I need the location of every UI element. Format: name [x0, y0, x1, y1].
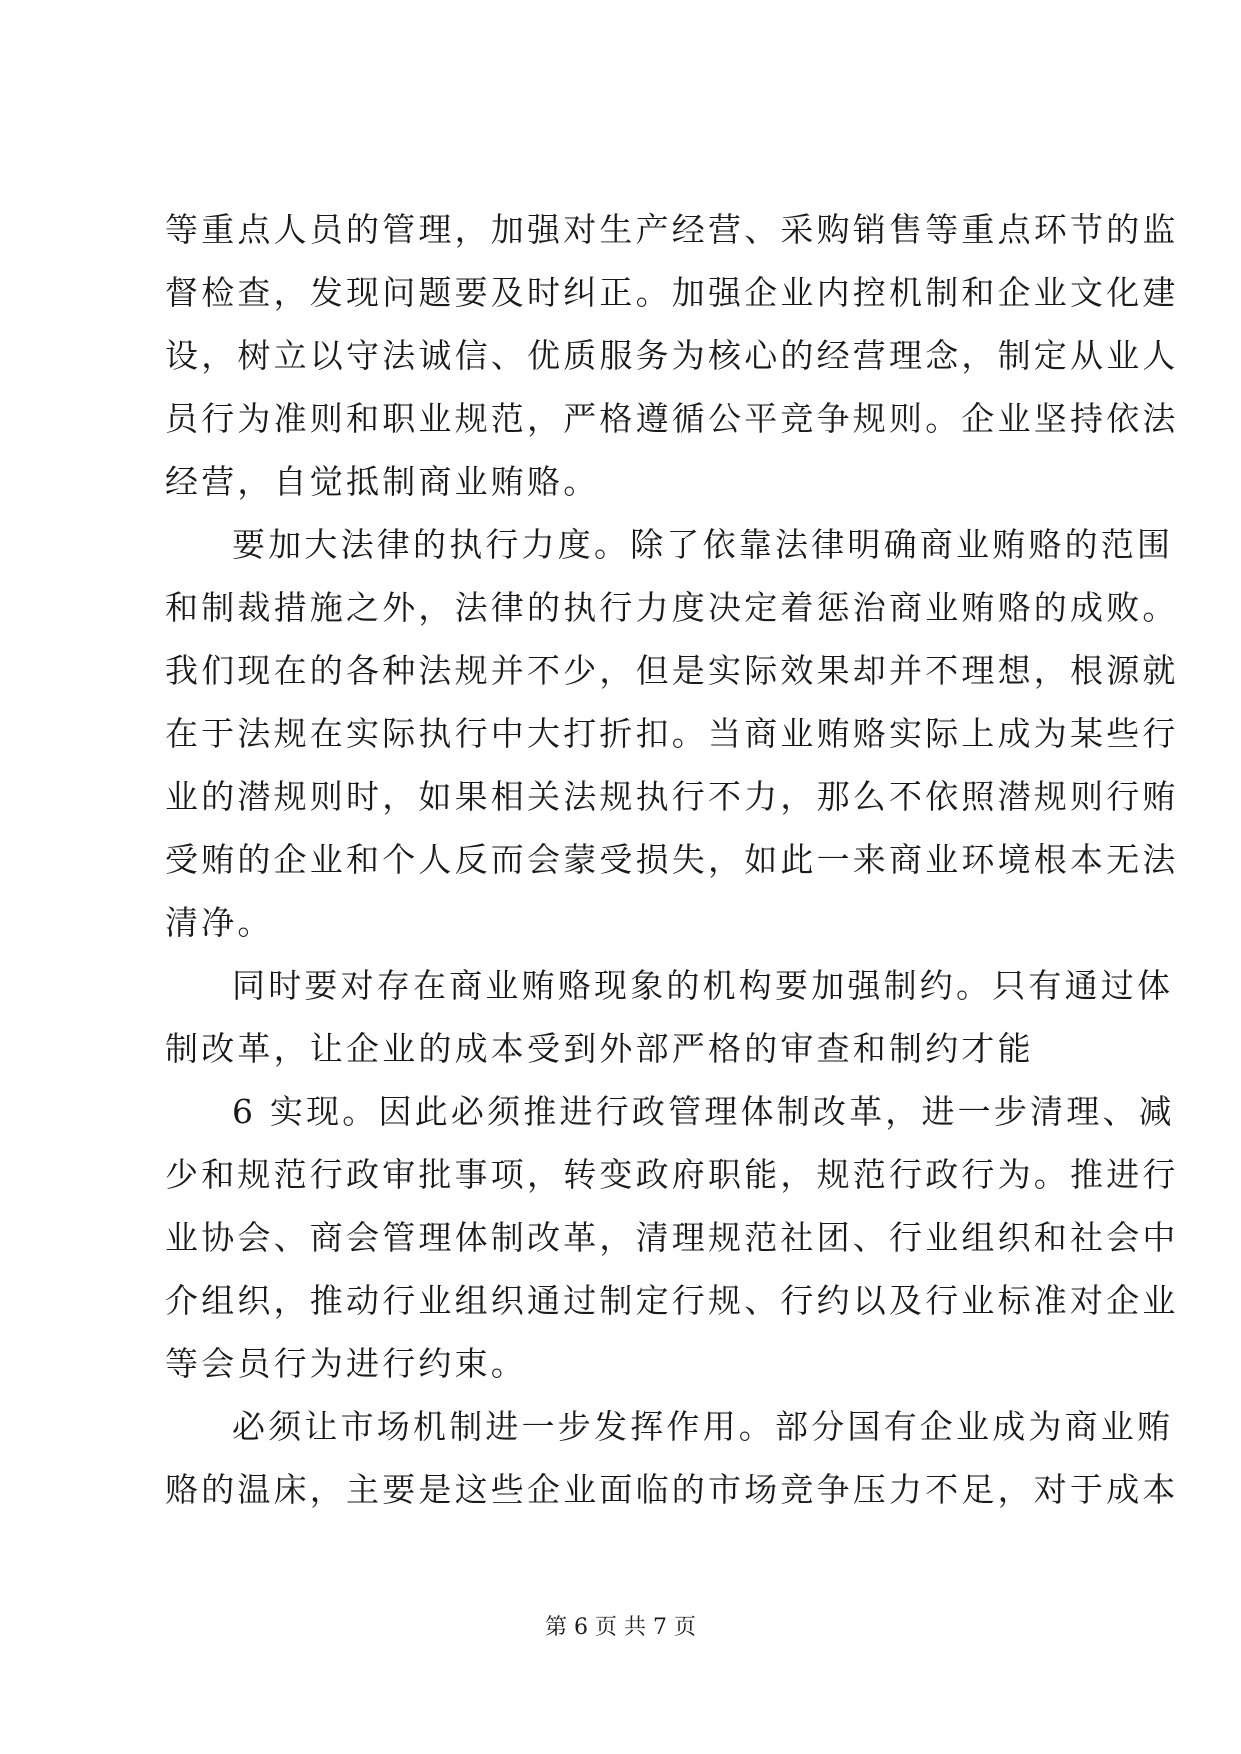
paragraph-first-line: 必须让市场机制进一步发挥作用。部分国有企业成为商业贿: [232, 1407, 1174, 1446]
text-line: 等重点人员的管理，加强对生产经营、采购销售等重点环节的监: [165, 210, 1179, 249]
text-line: 等会员行为进行约束。: [165, 1344, 527, 1383]
text-line: 在于法规在实际执行中大打折扣。当商业贿赂实际上成为某些行: [165, 714, 1179, 753]
text-line: 业协会、商会管理体制改革，清理规范社团、行业组织和社会中: [165, 1218, 1179, 1257]
text-line: 和制裁措施之外，法律的执行力度决定着惩治商业贿赂的成败。: [165, 588, 1179, 627]
paragraph-first-line: 要加大法律的执行力度。除了依靠法律明确商业贿赂的范围: [232, 525, 1174, 564]
text-line: 设，树立以守法诚信、优质服务为核心的经营理念，制定从业人: [165, 336, 1179, 375]
text-line: 少和规范行政审批事项，转变政府职能，规范行政行为。推进行: [165, 1155, 1179, 1194]
text-line: 受贿的企业和个人反而会蒙受损失，如此一来商业环境根本无法: [165, 840, 1179, 879]
text-line: 我们现在的各种法规并不少，但是实际效果却并不理想，根源就: [165, 651, 1179, 690]
text-line: 员行为准则和职业规范，严格遵循公平竞争规则。企业坚持依法: [165, 399, 1179, 438]
text-line: 经营，自觉抵制商业贿赂。: [165, 462, 600, 501]
text-line: 清净。: [165, 903, 274, 942]
paragraph-first-line: 同时要对存在商业贿赂现象的机构要加强制约。只有通过体: [232, 966, 1174, 1005]
text-line: 赂的温床，主要是这些企业面临的市场竞争压力不足，对于成本: [165, 1470, 1179, 1509]
text-line: 督检查，发现问题要及时纠正。加强企业内控机制和企业文化建: [165, 273, 1179, 312]
text-line: 制改革，让企业的成本受到外部严格的审查和制约才能: [165, 1029, 1034, 1068]
paragraph-first-line: 6 实现。因此必须推进行政管理体制改革，进一步清理、减: [232, 1092, 1175, 1131]
text-line: 介组织，推动行业组织通过制定行规、行约以及行业标准对企业: [165, 1281, 1179, 1320]
text-line: 业的潜规则时，如果相关法规执行不力，那么不依照潜规则行贿: [165, 777, 1179, 816]
page-footer: 第 6 页 共 7 页: [545, 1615, 696, 1640]
